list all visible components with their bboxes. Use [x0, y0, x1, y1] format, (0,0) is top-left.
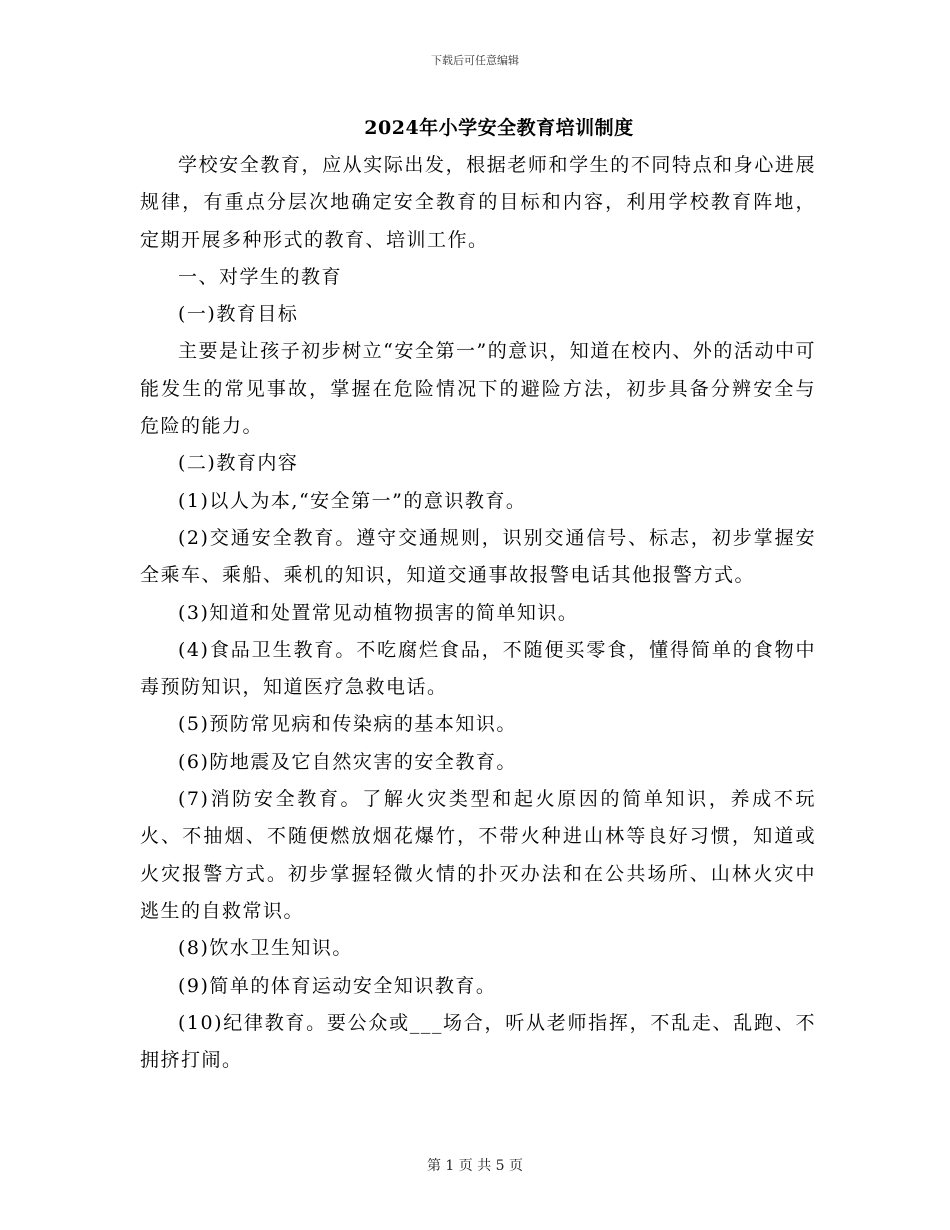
list-item-2: (2)交通安全教育。遵守交通规则，识别交通信号、标志，初步掌握安全乘车、乘船、乘机的知识，知道交通事故报警电话其他报警方式。	[140, 526, 816, 587]
paragraph-intro: 学校安全教育，应从实际出发，根据老师和学生的不同特点和身心进展规律，有重点分层次地确定安全教育的目标和内容，利用学校教育阵地，定期开展多种形式的教育、培训工作。	[140, 154, 816, 251]
list-item-10: (10)纪律教育。要公众或___场合，听从老师指挥，不乱走、乱跑、不拥挤打闹。	[140, 1011, 816, 1072]
page-number: 第 1 页 共 5 页	[426, 1158, 524, 1174]
section-heading-students: 一、对学生的教育	[178, 265, 343, 288]
list-item-9: (9)简单的体育运动安全知识教育。	[178, 974, 497, 997]
list-item-3: (3)知道和处置常见动植物损害的简单知识。	[178, 601, 579, 624]
subsection-heading-goals: (一)教育目标	[178, 303, 299, 326]
list-item-6: (6)防地震及它自然灾害的安全教育。	[178, 750, 517, 773]
subsection-heading-content: (二)教育内容	[178, 452, 299, 475]
document-body	[140, 147, 816, 1079]
list-item-5: (5)预防常见病和传染病的基本知识。	[178, 713, 517, 736]
list-item-4: (4)食品卫生教育。不吃腐烂食品，不随便买零食，懂得简单的食物中毒预防知识，知道医疗急救电话。	[140, 638, 816, 699]
page-header-note: 下载后可任意编辑	[431, 54, 519, 67]
list-item-7: (7)消防安全教育。了解火灾类型和起火原因的简单知识，养成不玩火、不抽烟、不随便燃放烟花爆竹，不带火种进山林等良好习惯，知道或火灾报警方式。初步掌握轻微火情的扑灭办法和在公共场所、山林火灾中逃生的自救常识。	[140, 788, 816, 922]
document-title: 2024年小学安全教育培训制度	[364, 117, 634, 139]
paragraph-goals: 主要是让孩子初步树立“安全第一”的意识，知道在校内、外的活动中可能发生的常见事故，掌握在危险情况下的避险方法，初步具备分辨安全与危险的能力。	[140, 340, 816, 438]
list-item-8: (8)饮水卫生知识。	[178, 937, 353, 960]
list-item-1: (1)以人为本,“安全第一”的意识教育。	[178, 489, 527, 512]
